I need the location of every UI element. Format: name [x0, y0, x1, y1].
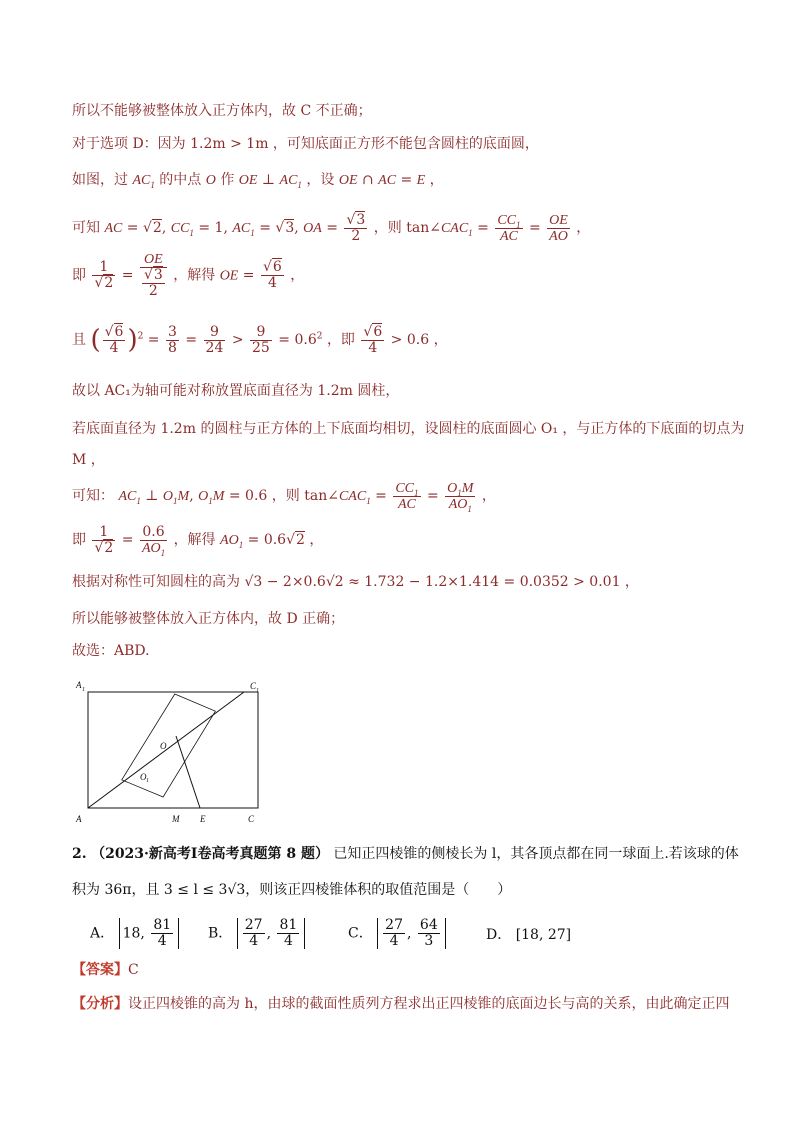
- label-a1-sub: 1: [82, 687, 85, 693]
- option-d[interactable]: D． [18, 27]: [486, 927, 572, 943]
- solution-line-10: 可知： $AC_1$ ⊥ $O_1M$, $O_1M = 0.6$ ，则 $\tan\angle CAC_1$ = $\frac{CC_1}{AC}$ = $\frac{O_1M}{AO_1}$ ，: [72, 480, 496, 514]
- option-a[interactable]: A． 18, $\frac{81}{4}$: [90, 918, 179, 949]
- label-c1-sub: 1: [256, 688, 259, 694]
- label-c: C: [248, 814, 255, 824]
- question-2-line-1: 2. （2023·新高考Ⅰ卷高考真题第 8 题） 已知正四棱锥的侧棱长为 l，其各顶点都在同一球面上.若该球的体: [72, 846, 739, 862]
- solution-line-1: 所以不能够被整体放入正方体内，故 C 不正确；: [72, 103, 372, 119]
- cylinder-outline: [122, 694, 216, 797]
- label-e: E: [200, 814, 206, 824]
- solution-line-2: 对于选项 D：因为 1.2m > 1m ，可知底面正方形不能包含圆柱的底面圆，: [72, 136, 539, 152]
- solution-line-6: 且 ( $\frac{√6}{4}$ )$^2$ = $\frac{3}{8}$ = $\frac{9}{24}$ > $\frac{9}{25}$ = $0.6^2$ ，即 $\frac{√6}{4}$ > 0.6 ，: [72, 323, 448, 356]
- label-c1: C: [250, 681, 257, 691]
- solution-line-7: 故以 AC₁为轴可能对称放置底面直径为 1.2m 圆柱，: [72, 383, 400, 399]
- solution-line-14: 故选：ABD.: [72, 643, 150, 659]
- question-source: （2023·新高考Ⅰ卷高考真题第 8 题）: [91, 846, 329, 862]
- question-2-line-2: 积为 36π，且 3 ≤ l ≤ 3√3，则该正四棱锥体积的取值范围是（ ）: [72, 882, 512, 898]
- answer-line: [72, 960, 139, 980]
- solution-line-12: 根据对称性可知圆柱的高为 √3 − 2×0.6√2 ≈ 1.732 − 1.2×1.414 = 0.0352 > 0.01 ，: [72, 574, 639, 590]
- solution-line-9: M ，: [72, 452, 105, 468]
- solution-line-4: 可知 AC = √2, $CC_1 = 1$, $AC_1 = √3$, OA = $\frac{√3}{2}$ ，则 $\tan\angle CAC_1$ = $\frac{CC_1}{AC}$ = $\frac{OE}{AO}$ ，: [72, 211, 591, 244]
- solution-line-5: 即 $\frac{1}{√2}$ = $\frac{OE}{\frac{√3}{2}}$ ，解得 OE = $\frac{√6}{4}$ ，: [72, 252, 305, 299]
- solution-line-8: 若底面直径为 1.2m 的圆柱与正方体的上下底面均相切，设圆柱的底面圆心 O₁ ，与正方体的下底面的切点为: [72, 421, 745, 437]
- label-o: O: [160, 741, 167, 751]
- solution-line-11: 即 $\frac{1}{√2}$ = $\frac{0.6}{AO_1}$ ，解得 $AO_1 = 0.6√2$ ，: [72, 523, 324, 558]
- oe-line: [176, 736, 200, 808]
- square-section-rect: [88, 692, 258, 808]
- option-c[interactable]: C． $\frac{27}{4}$ , $\frac{64}{3}$: [348, 918, 446, 949]
- label-a1: A: [76, 680, 82, 690]
- solution-line-3: 如图，过 $AC_1$ 的中点 O 作 OE ⊥ $AC_1$ ，设 OE ∩ AC = E ，: [72, 172, 444, 190]
- analysis-line: 【分析】设正四棱锥的高为 h，由球的截面性质列方程求出正四棱锥的底面边长与高的关系，由此确定正四: [72, 996, 730, 1012]
- label-m: M: [172, 814, 180, 824]
- cross-section-figure: [72, 676, 272, 826]
- option-b[interactable]: B． $\frac{27}{4}$ , $\frac{81}{4}$: [208, 918, 305, 949]
- label-o1: O: [140, 772, 147, 782]
- label-o1-sub: 1: [146, 778, 149, 784]
- analysis-tag: 【分析】: [72, 996, 128, 1012]
- answer-value: C: [128, 962, 139, 978]
- question-number: 2.: [72, 846, 87, 862]
- answer-tag: 【答案】: [72, 962, 128, 978]
- label-a: A: [76, 814, 82, 824]
- solution-line-13: 所以能够被整体放入正方体内，故 D 正确；: [72, 611, 345, 627]
